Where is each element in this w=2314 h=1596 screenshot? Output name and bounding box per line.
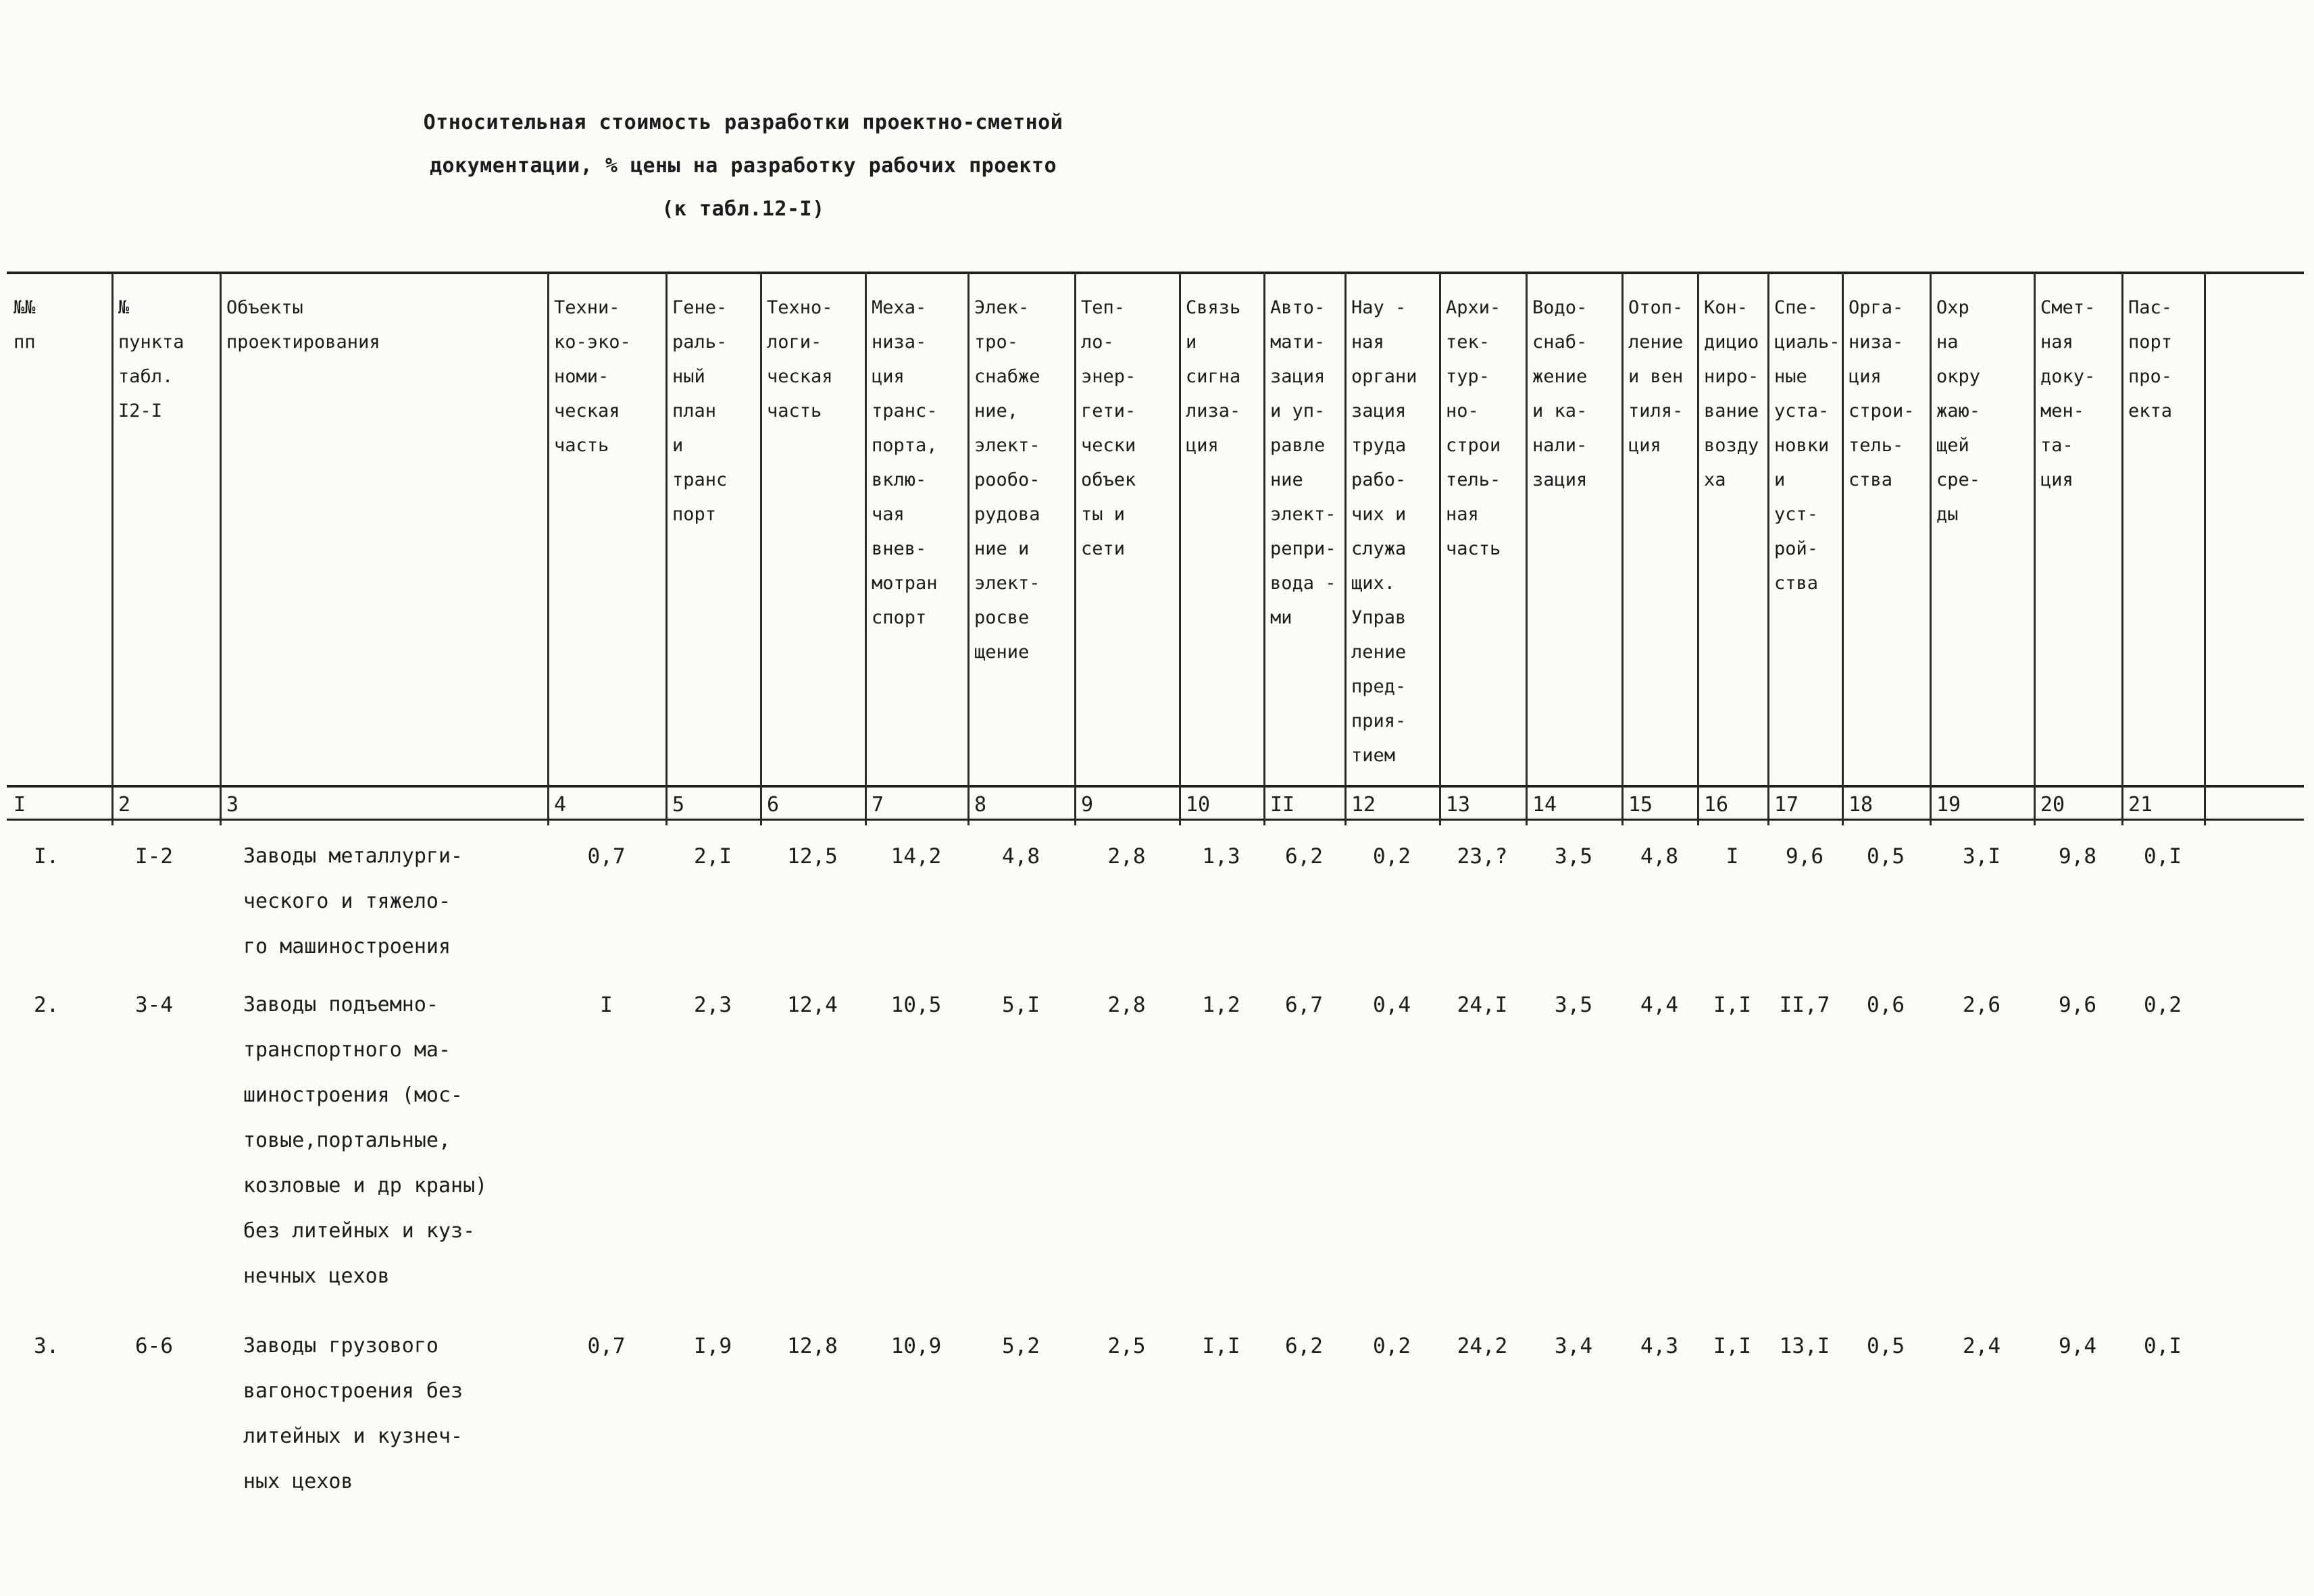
column-divider: [1179, 272, 1181, 825]
row-value-cell: 3,5: [1555, 993, 1592, 1017]
row-value-cell: 2,5: [1107, 1334, 1146, 1358]
row-value-cell: 6,7: [1285, 993, 1323, 1017]
column-divider: [1842, 272, 1844, 825]
column-header: Меха- низа- ция транс- порта, вклю- чая внев- мотран спорт: [872, 297, 938, 628]
column-divider: [760, 272, 762, 825]
title-line-2: документации, % цены на разработку рабочих проекто: [429, 154, 1057, 178]
column-header: Отоп- ление и вен тиля- ция: [1628, 297, 1684, 456]
row-value-cell: 9,6: [1786, 844, 1823, 869]
column-number: 9: [1081, 793, 1094, 817]
column-divider: [2121, 272, 2123, 825]
title-line-3: (к табл.12-I): [661, 197, 825, 221]
row-number: I.: [34, 844, 59, 869]
column-header: Элек- тро- снабже ние, элект- рообо- рудова ние и элект- росве щение: [974, 297, 1040, 663]
column-header: Техно- логи- ческая часть: [767, 297, 833, 421]
column-number: 19: [1936, 793, 1961, 817]
row-value-cell: 0,2: [1373, 1334, 1411, 1358]
column-divider: [1621, 272, 1624, 825]
row-value-cell: 4,8: [1002, 844, 1040, 869]
row-value-cell: 24,2: [1457, 1334, 1508, 1358]
row-object-line: вагоностроения без: [243, 1379, 463, 1403]
row-value-cell: 3,I: [1963, 844, 2001, 869]
column-divider: [547, 272, 549, 825]
column-divider: [220, 272, 222, 825]
row-object-line: Заводы грузового: [243, 1334, 438, 1358]
column-header: Техни- ко-эко- номи- ческая часть: [554, 297, 631, 456]
row-value-cell: 12,8: [787, 1334, 838, 1358]
row-object-line: Заводы подъемно-: [243, 993, 438, 1016]
row-value-cell: 9,6: [2059, 993, 2096, 1017]
row-value-cell: 3,5: [1555, 844, 1592, 869]
row-value-cell: I,9: [694, 1334, 732, 1358]
column-divider: [865, 272, 867, 825]
row-number: 2.: [34, 993, 59, 1017]
table-title: [0, 101, 1486, 231]
column-number: 2: [118, 793, 131, 817]
row-value-cell: I: [1726, 844, 1739, 869]
column-header: Гене- раль- ный план и транс порт: [672, 297, 728, 525]
row-value-cell: 23,?: [1457, 844, 1508, 869]
column-divider: [1263, 272, 1265, 825]
column-header: Пас- порт про- екта: [2128, 297, 2173, 421]
row-value-cell: 12,5: [787, 844, 838, 869]
column-number: 20: [2040, 793, 2065, 817]
column-header: Орга- низа- ция строи- тель- ства: [1848, 297, 1915, 490]
row-reference: 6-6: [135, 1334, 173, 1358]
column-divider: [1697, 272, 1699, 825]
row-value-cell: I,I: [1713, 1334, 1751, 1358]
row-value-cell: 0,I: [2144, 844, 2182, 869]
title-line-1: Относительная стоимость разработки проектно-сметной: [423, 111, 1063, 134]
row-object-line: ческого и тяжело-: [243, 890, 451, 913]
column-header: Спе- циаль- ные уста- новки и уст- рой- ства: [1774, 297, 1840, 594]
row-object-line: козловые и др краны): [243, 1174, 488, 1198]
row-value-cell: 10,9: [890, 1334, 942, 1358]
row-value-cell: 4,8: [1640, 844, 1678, 869]
column-number: 15: [1628, 793, 1653, 817]
row-number: 3.: [34, 1334, 59, 1358]
column-number: 14: [1532, 793, 1557, 817]
column-header: Связь и сигна лиза- ция: [1186, 297, 1241, 456]
column-number: 12: [1351, 793, 1376, 817]
column-number: 16: [1704, 793, 1729, 817]
row-value-cell: 0,5: [1867, 1334, 1905, 1358]
row-value-cell: 0,4: [1373, 993, 1411, 1017]
column-number: II: [1270, 793, 1295, 817]
row-value-cell: 2,4: [1963, 1334, 2001, 1358]
row-object-line: литейных и кузнеч-: [243, 1424, 463, 1448]
row-reference: 3-4: [135, 993, 173, 1017]
row-value-cell: 9,4: [2059, 1334, 2096, 1358]
column-number: 6: [767, 793, 780, 817]
column-divider: [2204, 272, 2206, 825]
column-divider: [1074, 272, 1076, 825]
row-value-cell: II,7: [1779, 993, 1830, 1017]
row-object-line: транспортного ма-: [243, 1038, 451, 1062]
row-object-line: Заводы металлурги-: [243, 844, 463, 868]
row-value-cell: 2,I: [694, 844, 732, 869]
column-number: 21: [2128, 793, 2153, 817]
table-top-rule: [7, 272, 2304, 274]
row-value-cell: I: [600, 993, 613, 1017]
column-divider: [967, 272, 970, 825]
column-header: Объекты проектирования: [226, 297, 380, 353]
row-value-cell: 2,8: [1107, 844, 1146, 869]
column-header: Нау - ная органи зация труда рабо- чих и служа щих. Управ ление пред- прия- тием: [1351, 297, 1417, 766]
column-divider: [2034, 272, 2036, 825]
column-divider: [1930, 272, 1932, 825]
row-value-cell: 0,7: [587, 1334, 626, 1358]
row-value-cell: 9,8: [2059, 844, 2096, 869]
column-header: № пункта табл. I2-I: [118, 297, 184, 421]
column-header: Охр на окру жаю- щей сре- ды: [1936, 297, 1981, 525]
row-value-cell: 12,4: [787, 993, 838, 1017]
row-value-cell: 0,2: [2144, 993, 2182, 1017]
row-value-cell: I,I: [1202, 1334, 1240, 1358]
row-value-cell: 5,2: [1002, 1334, 1040, 1358]
column-number: 3: [226, 793, 239, 817]
row-value-cell: 4,4: [1640, 993, 1678, 1017]
column-number: 10: [1186, 793, 1211, 817]
column-number: 18: [1848, 793, 1873, 817]
column-number: 17: [1774, 793, 1799, 817]
column-number: 8: [974, 793, 987, 817]
column-number: 5: [672, 793, 685, 817]
header-bottom-rule: [7, 785, 2304, 788]
row-value-cell: 6,2: [1285, 844, 1323, 869]
row-value-cell: 0,7: [587, 844, 626, 869]
column-number: 13: [1446, 793, 1471, 817]
row-value-cell: 3,4: [1555, 1334, 1592, 1358]
column-divider: [665, 272, 668, 825]
column-header: Авто- мати- зация и уп- равле ние элект- репри- вода - ми: [1270, 297, 1336, 628]
column-header: Архи- тек- тур- но- строи тель- ная часть: [1446, 297, 1501, 559]
column-number: I: [14, 793, 26, 817]
column-header: Кон- дицио ниро- вание возду ха: [1704, 297, 1759, 490]
row-object-line: без литейных и куз-: [243, 1219, 476, 1243]
column-divider: [111, 272, 114, 825]
row-value-cell: 1,3: [1202, 844, 1240, 869]
row-value-cell: 1,2: [1202, 993, 1240, 1017]
row-value-cell: 5,I: [1002, 993, 1040, 1017]
column-header: №№ пп: [14, 297, 36, 353]
row-value-cell: 10,5: [890, 993, 942, 1017]
column-number: 7: [872, 793, 884, 817]
row-reference: I-2: [135, 844, 173, 869]
row-value-cell: I,I: [1713, 993, 1751, 1017]
row-value-cell: 0,6: [1867, 993, 1905, 1017]
column-divider: [1344, 272, 1347, 825]
column-header: Теп- ло- энер- гети- чески объек ты и сети: [1081, 297, 1136, 559]
row-object-line: ных цехов: [243, 1470, 353, 1493]
column-header: Смет- ная доку- мен- та- ция: [2040, 297, 2096, 490]
row-value-cell: 14,2: [890, 844, 942, 869]
row-value-cell: 6,2: [1285, 1334, 1323, 1358]
column-divider: [1439, 272, 1441, 825]
row-object-line: нечных цехов: [243, 1264, 390, 1288]
row-value-cell: 4,3: [1640, 1334, 1678, 1358]
column-divider: [1526, 272, 1528, 825]
row-value-cell: 0,5: [1867, 844, 1905, 869]
row-value-cell: 2,8: [1107, 993, 1146, 1017]
column-header: Водо- снаб- жение и ка- нали- зация: [1532, 297, 1588, 490]
row-value-cell: 24,I: [1457, 993, 1508, 1017]
column-number: 4: [554, 793, 567, 817]
column-divider: [1767, 272, 1769, 825]
row-value-cell: 13,I: [1779, 1334, 1830, 1358]
row-object-line: товые,портальные,: [243, 1129, 451, 1152]
row-object-line: го машиностроения: [243, 935, 451, 958]
row-object-line: шиностроения (мос-: [243, 1083, 463, 1107]
row-value-cell: 2,3: [694, 993, 732, 1017]
row-value-cell: 2,6: [1963, 993, 2001, 1017]
row-value-cell: 0,I: [2144, 1334, 2182, 1358]
row-value-cell: 0,2: [1373, 844, 1411, 869]
